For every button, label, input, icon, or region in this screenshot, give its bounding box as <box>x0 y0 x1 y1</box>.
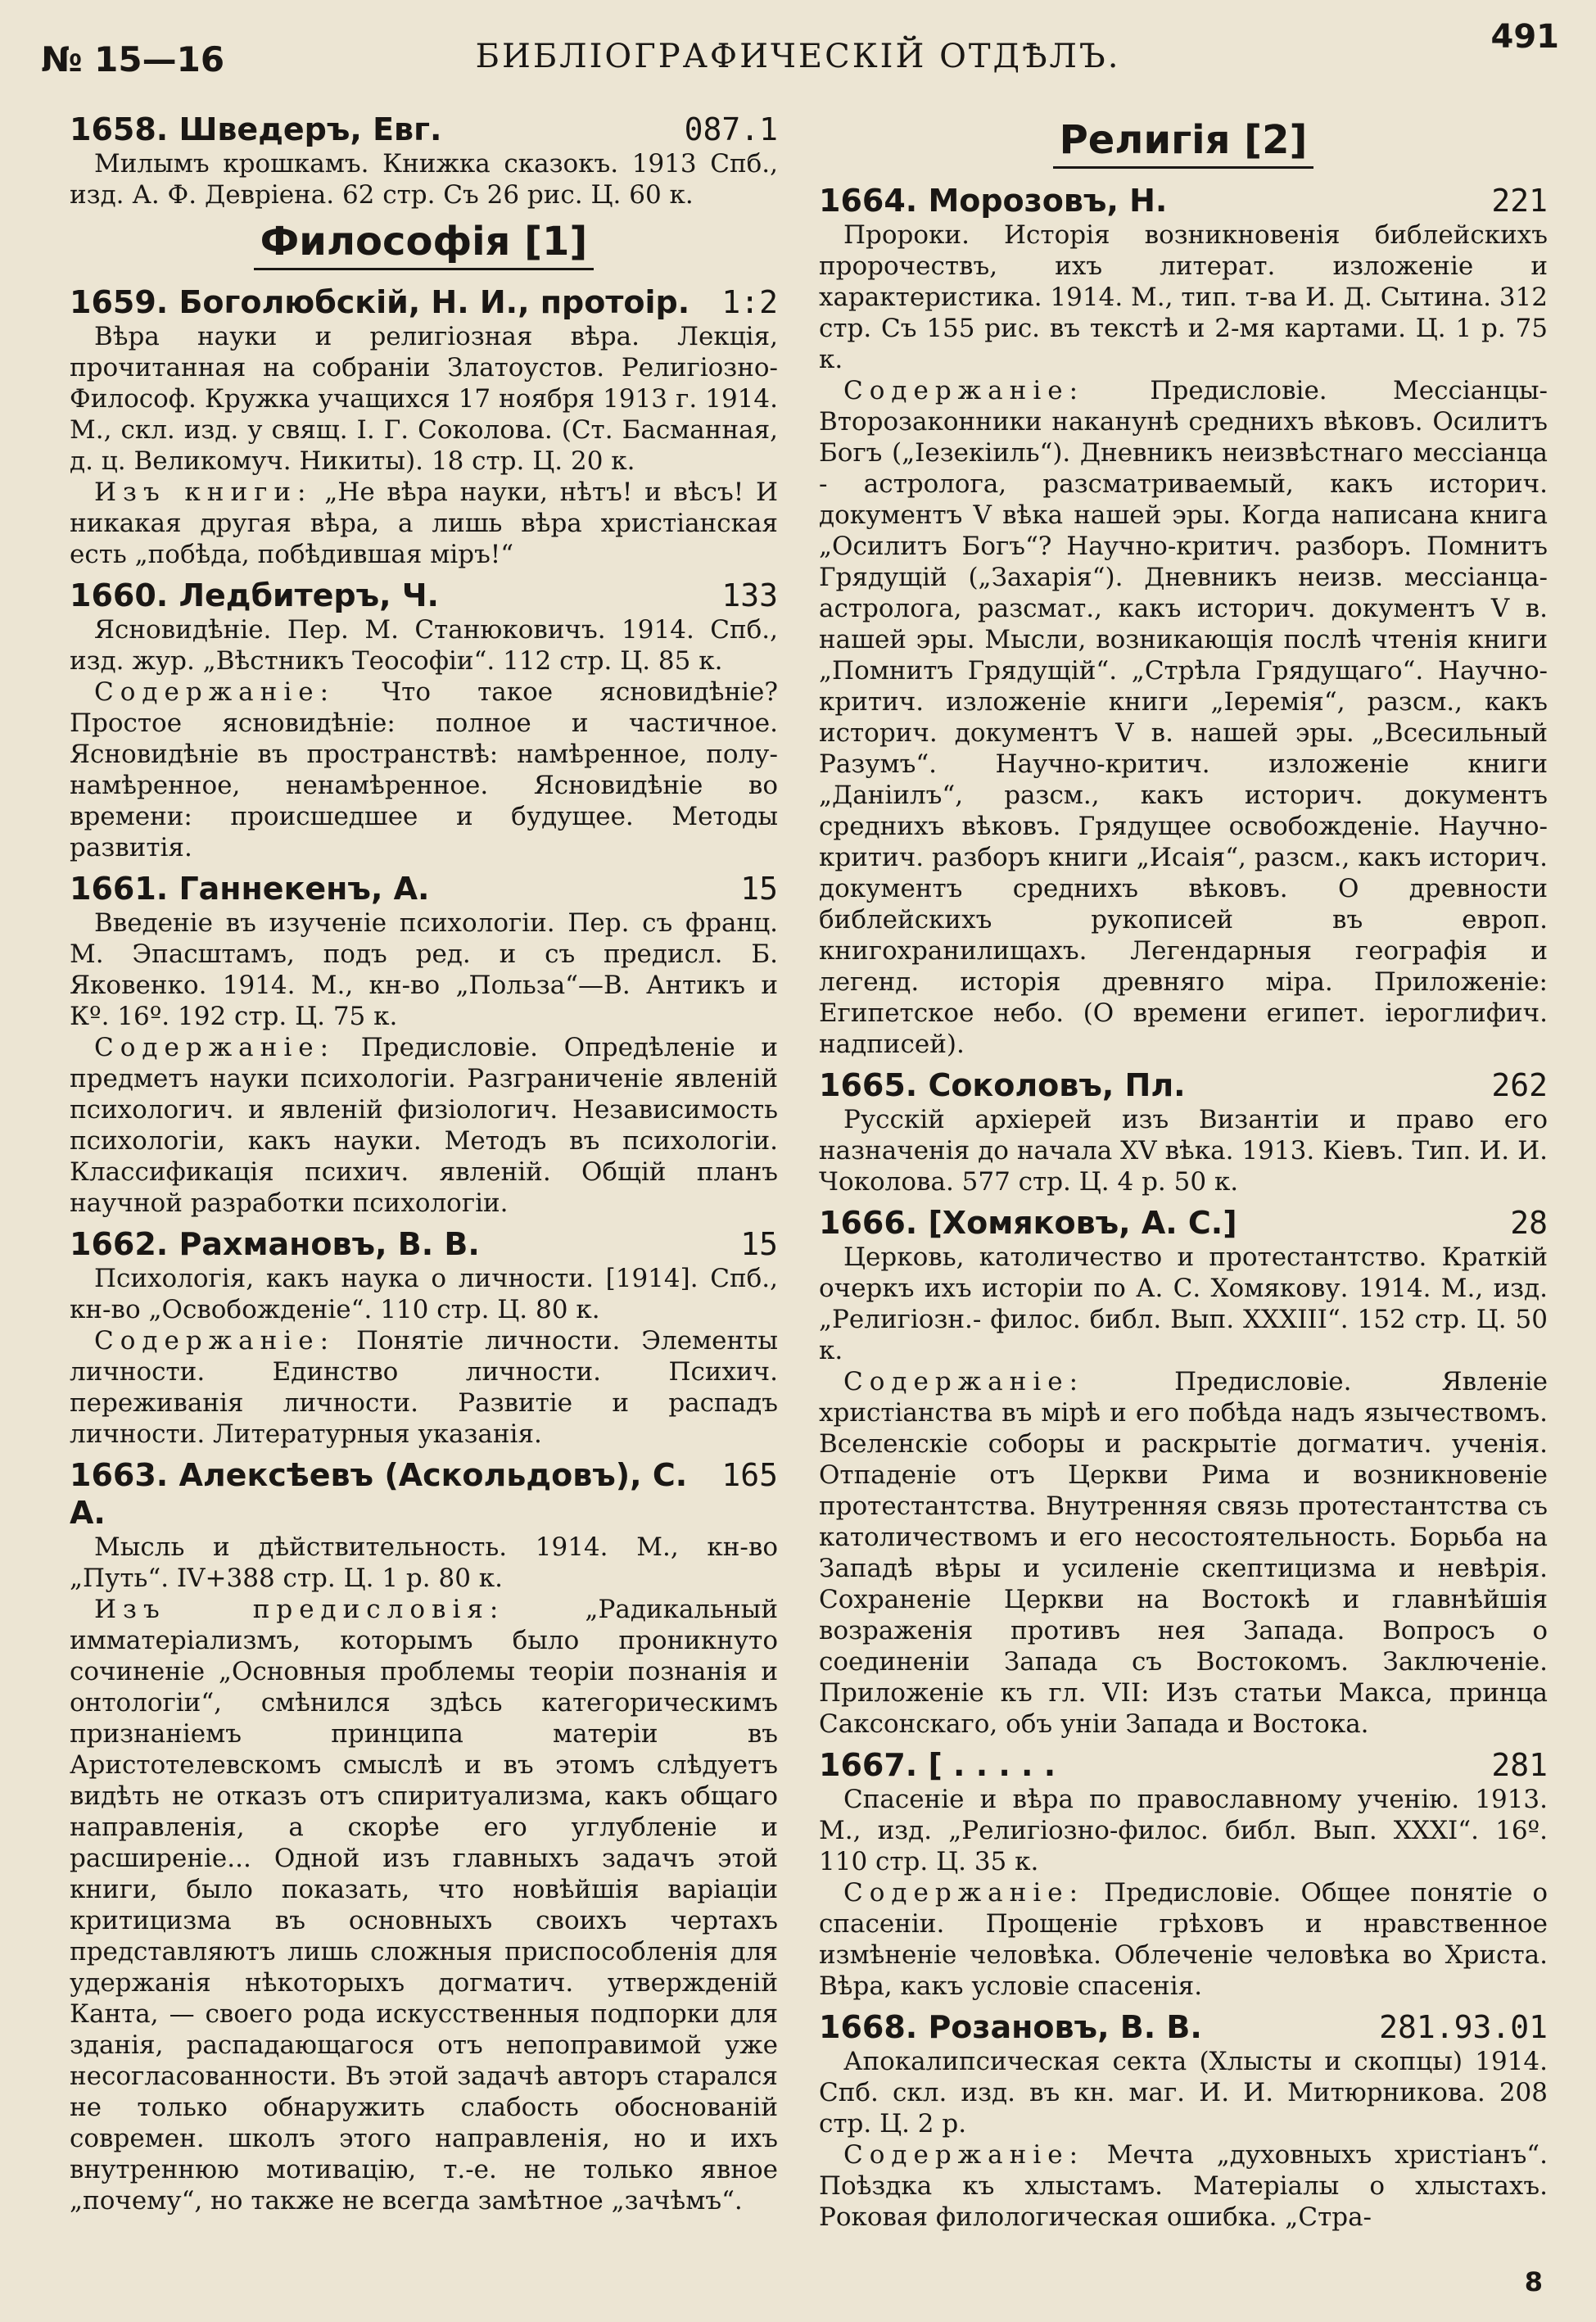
entry-author: 1662. Рахмановъ, В. В. <box>70 1226 480 1262</box>
entry-author: 1660. Ледбитеръ, Ч. <box>70 577 439 613</box>
entry-1658 <box>70 111 778 210</box>
entry-1662 <box>70 1225 778 1450</box>
entry-heading <box>819 1746 1548 1784</box>
entry-1667 <box>819 1746 1548 2002</box>
entry-contents: Содержаніе: Понятіе личности. Элементы личности. Единство личности. Психич. переживанія личности. Развитіе и распадъ личности. Литературныя указанія. <box>70 1326 779 1449</box>
issue-number: № 15—16 <box>41 39 225 79</box>
entry-author: 1667. [ . . . . . <box>819 1747 1056 1783</box>
entry-description: Вѣра науки и религіозная вѣра. Лекція, прочитанная на собраніи Златоустов. Религіозно-Философ. Кружка учащихся 17 ноября 1913 г. 1914. М., скл. изд. у свящ. I. Г. Соколова. (Ст. Басманная, д. ц. Великомуч. Никиты). 18 стр. Ц. 20 к. <box>70 322 778 476</box>
entry-description: Русскій архіерей изъ Византіи и право его назначенія до начала XV вѣка. 1913. Кіевъ. Тип. И. И. Чоколова. 577 стр. Ц. 4 р. 50 к. <box>819 1105 1548 1197</box>
entry-description: Мысль и дѣйствительность. 1914. М., кн-во „Путь“. IV+388 стр. Ц. 1 р. 80 к. <box>70 1532 778 1593</box>
entry-author: 1665. Соколовъ, Пл. <box>819 1067 1186 1103</box>
classification-code: 087.1 <box>684 111 778 147</box>
entry-author: 1661. Ганнекенъ, А. <box>70 871 430 907</box>
entry-description: Апокалипсическая секта (Хлысты и скопцы) 1914. Спб. скл. изд. въ кн. маг. И. И. Митюрникова. 208 стр. Ц. 2 р. <box>819 2047 1548 2139</box>
entry-contents: Изъ предисловія: „Радикальный имматеріализмъ, которымъ было проникнуто сочиненіе „Основныя проблемы теоріи познанія и онтологіи“, смѣнился здѣсь категорическимъ признаніемъ принципа матеріи въ Аристотелевскомъ смыслѣ и въ этомъ слѣдуетъ видѣть не отказъ отъ спиритуализма, какъ общаго направленія, а скорѣе его углубленіе и расширеніе... Одной изъ главныхъ задачъ этой книги, было показать, что новѣйшія варіаціи критицизма въ основныхъ своихъ чертахъ представляютъ лишь сложныя приспособленія для удержанія нѣкоторыхъ догматич. утвержденій Канта, — своего рода искусственныя подпорки для зданія, распадающагося отъ непоправимой уже несогласованности. Въ этой задачѣ авторъ старался не только обнаружить слабость обоснованій современ. школъ этого направленія, но и ихъ внутреннюю мотивацію, т.-е. не только явное „почему“, но также не всегда замѣтное „зачѣмъ“. <box>70 1595 778 2216</box>
classification-code: 28 <box>1510 1205 1548 1241</box>
entry-description: Спасеніе и вѣра по православному ученію. 1913. М., изд. „Религіозно-филос. библ. Вып. XXXI“. 16º. 110 стр. Ц. 35 к. <box>819 1785 1548 1876</box>
entry-contents: Содержаніе: Предисловіе. Опредѣленіе и предметъ науки психологіи. Разграниченіе явленій психологич. и явленій физіологич. Независимость психологіи, какъ науки. Методъ въ психологіи. Классификація психич. явленій. Общій планъ научной разработки психологіи. <box>70 1033 779 1218</box>
section-title: БИБЛIОГРАФИЧЕСКIЙ ОТДѢЛЪ. <box>475 38 1121 75</box>
classification-code: 281.93.01 <box>1379 2009 1548 2045</box>
entry-1665 <box>819 1066 1548 1197</box>
entry-author: 1668. Розановъ, В. В. <box>819 2009 1202 2045</box>
entry-author: 1666. [Хомяковъ, А. С.] <box>819 1205 1237 1241</box>
signature-mark: 8 <box>1524 2266 1543 2297</box>
entry-heading <box>70 577 778 614</box>
classification-code: 1:2 <box>721 284 778 320</box>
entry-1666 <box>819 1204 1548 1740</box>
section-heading-philosophy: Философія [1] <box>70 217 778 270</box>
entry-author: 1664. Морозовъ, Н. <box>819 183 1168 219</box>
classification-code: 133 <box>721 577 778 613</box>
entry-contents: Содержаніе: Предисловіе. Общее понятіе о спасеніи. Прощеніе грѣховъ и нравственное измѣненіе человѣка. Облеченіе человѣка во Христа. Вѣра, какъ условіе спасенія. <box>819 1878 1548 2001</box>
entry-1663 <box>70 1456 778 2216</box>
entry-1664 <box>819 182 1548 1060</box>
entry-description: Церковь, католичество и протестантство. Краткій очеркъ ихъ исторіи по А. С. Хомякову. 1914. М., изд. „Религіозн.- филос. библ. Вып. XXXIII“. 152 стр. Ц. 50 к. <box>819 1242 1548 1365</box>
entry-description: Пророки. Исторія возникновенія библейскихъ пророчествъ, ихъ литерат. изложеніе и характеристика. 1914. М., тип. т-ва И. Д. Сытина. 312 стр. Съ 155 рис. въ текстѣ и 2-мя картами. Ц. 1 р. 75 к. <box>819 220 1548 374</box>
entry-description: Ясновидѣніе. Пер. М. Станюковичъ. 1914. Спб., изд. жур. „Вѣстникъ Теософіи“. 112 стр. Ц. 85 к. <box>70 615 778 676</box>
entry-contents: Изъ книги: „Не вѣра науки, нѣтъ! и вѣсъ! И никакая другая вѣра, а лишь вѣра христіанская есть „побѣда, побѣдившая міръ!“ <box>70 478 778 569</box>
entry-heading <box>819 1204 1548 1242</box>
entry-1661 <box>70 870 778 1219</box>
left-column <box>70 111 778 2223</box>
classification-code: 262 <box>1491 1067 1548 1103</box>
classification-code: 15 <box>740 871 778 907</box>
entry-heading <box>70 283 778 321</box>
entry-1668 <box>819 2008 1548 2233</box>
entry-heading <box>819 1066 1548 1104</box>
entry-description: Психологія, какъ наука о личности. [1914]. Спб., кн-во „Освобожденіе“. 110 стр. Ц. 80 к. <box>70 1264 778 1324</box>
right-column <box>819 111 1548 2239</box>
entry-heading <box>819 182 1548 220</box>
classification-code: 15 <box>740 1226 778 1262</box>
entry-heading <box>70 1456 778 1532</box>
entry-heading <box>70 870 778 908</box>
page-number: 491 <box>1490 18 1559 56</box>
running-header <box>0 18 1596 98</box>
entry-1660 <box>70 577 778 863</box>
classification-code: 165 <box>721 1457 778 1493</box>
classification-code: 281 <box>1491 1747 1548 1783</box>
entry-description: Милымъ крошкамъ. Книжка сказокъ. 1913 Спб., изд. А. Ф. Девріена. 62 стр. Съ 26 рис. Ц. 60 к. <box>70 149 778 210</box>
entry-author: 1658. Шведеръ, Евг. <box>70 111 442 147</box>
entry-contents: Содержаніе: Что такое ясновидѣніе? Простое ясновидѣніе: полное и частичное. Ясновидѣніе въ пространствѣ: намѣренное, полу-намѣренное, ненамѣренное. Ясновидѣніе во времени: происшедшее и будущее. Методы развитія. <box>70 677 778 862</box>
entry-heading <box>70 111 778 148</box>
entry-heading <box>819 2008 1548 2046</box>
entry-contents: Содержаніе: Мечта „духовныхъ христіанъ“. Поѣздка къ хлыстамъ. Матеріалы о хлыстахъ. Роковая филологическая ошибка. „Стра- <box>819 2140 1548 2232</box>
entry-heading <box>70 1225 778 1263</box>
section-heading-religion: Религія [2] <box>819 115 1548 169</box>
entry-contents: Содержаніе: Предисловіе. Мессіанцы-Второзаконники наканунѣ среднихъ вѣковъ. Осилитъ Богъ („Iезекіиль“). Дневникъ неизвѣстнаго мессіанца - астролога, разсматриваемый, какъ историч. документъ V вѣка нашей эры. Когда написана книга „Осилитъ Богъ“? Научно-критич. разборъ. Помнитъ Грядущій („Захарія“). Дневникъ неизв. мессіанца-астролога, разсмат., какъ историч. документъ V в. нашей эры. Мысли, возникающія послѣ чтенія книги „Помнитъ Грядущій“. „Стрѣла Грядущаго“. Научно-критич. изложеніе книги „Іеремія“, разсм., какъ историч. документъ V в. нашей эры. „Всесильный Разумъ“. Научно-критич. изложеніе книги „Даніилъ“, разсм., какъ историч. документъ среднихъ вѣковъ. Грядущее освобожденіе. Научно-критич. разборъ книги „Исаія“, разсм., какъ историч. документъ среднихъ вѣковъ. О древности библейскихъ рукописей въ европ. книгохранилищахъ. Легендарныя географія и легенд. исторія древняго міра. Приложеніе: Египетское небо. (О времени египет. іероглифич. надписей). <box>819 376 1548 1059</box>
entry-description: Введеніе въ изученіе психологіи. Пер. съ франц. М. Эпасштамъ, подъ ред. и съ предисл. Б. Яковенко. 1914. М., кн-во „Польза“—В. Антикъ и Кº. 16º. 192 стр. Ц. 75 к. <box>70 908 778 1031</box>
entry-1659 <box>70 283 778 570</box>
classification-code: 221 <box>1491 183 1548 219</box>
entry-author: 1663. Алексѣевъ (Аскольдовъ), С. А. <box>70 1457 688 1531</box>
entry-author: 1659. Боголюбскій, Н. И., протоір. <box>70 284 690 320</box>
entry-contents: Содержаніе: Предисловіе. Явленіе христіанства въ мірѣ и его побѣда надъ язычествомъ. Вселенскіе соборы и раскрытіе догматич. ученія. Отпаденіе отъ Церкви Рима и возникновеніе протестантства. Внутренняя связь протестантства съ католичествомъ и его несостоятельность. Борьба на Западѣ вѣры и усиленіе скептицизма и невѣрія. Сохраненіе Церкви на Востокѣ и главнѣйшія возраженія противъ нея Запада. Вопросъ о соединеніи Запада съ Востокомъ. Заключеніе. Приложеніе къ гл. VII: Изъ статьи Макса, принца Саксонскаго, объ уніи Запада и Востока. <box>819 1367 1549 1739</box>
